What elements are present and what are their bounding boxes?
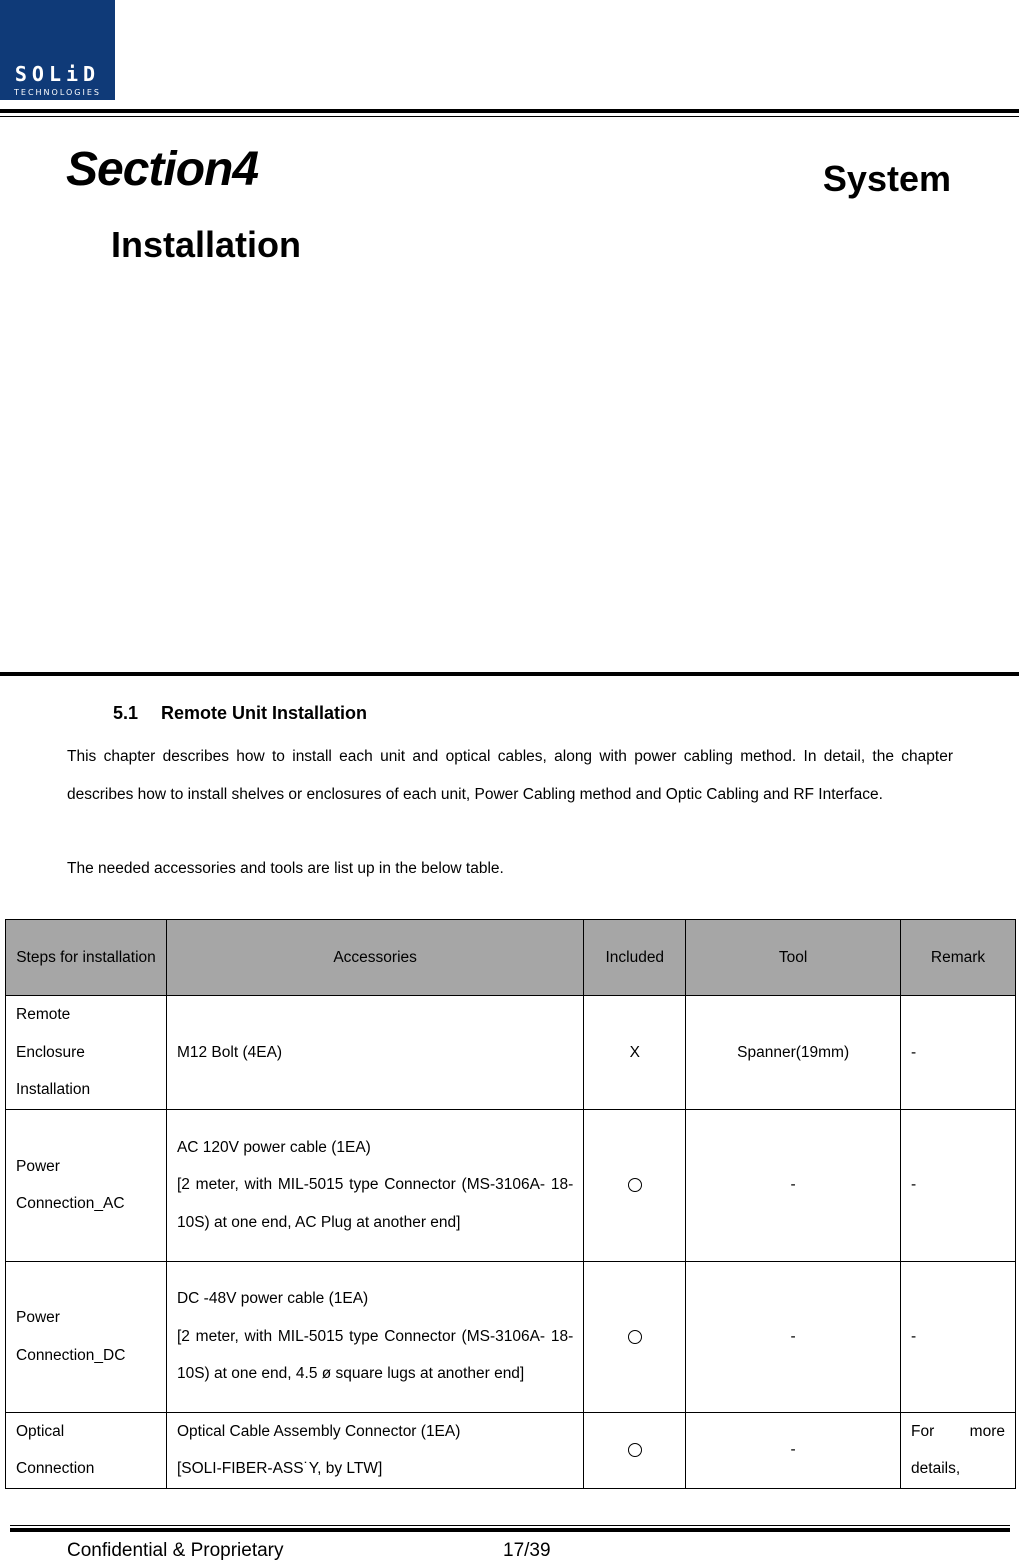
- cell-included: X: [584, 996, 686, 1110]
- page-number: 17/39: [503, 1540, 551, 1561]
- accessory-detail: [SOLI-FIBER-ASS˙Y, by LTW]: [176, 1460, 383, 1477]
- table-row: [6, 1412, 1016, 1488]
- cell-tool: Spanner(19mm): [686, 996, 901, 1110]
- cell-step: Remote Enclosure Installation: [6, 996, 167, 1110]
- subsection-number: 5.1: [113, 703, 139, 723]
- cell-accessories: [166, 1109, 583, 1261]
- cell-included: [584, 1412, 686, 1488]
- cell-accessories: [166, 1261, 583, 1412]
- cell-step: Power Connection_AC: [6, 1109, 167, 1261]
- section-title: Section4: [66, 143, 259, 196]
- solid-logo: [0, 0, 115, 100]
- accessory-detail: [2 meter, with MIL-5015 type Connector (MS-3106A- 18-10S) at one end, AC Plug at another end]: [176, 1176, 574, 1231]
- included-circle-icon: [628, 1330, 642, 1344]
- footer-confidential: Confidential & Proprietary: [67, 1540, 284, 1561]
- table-row: [6, 1109, 1016, 1261]
- header-tool: Tool: [686, 920, 901, 996]
- logo-sub-text: TECHNOLOGIES: [14, 88, 101, 97]
- section-heading-second: Installation: [111, 224, 302, 265]
- intro-paragraph: This chapter describes how to install each unit and optical cables, along with power cabling method. In detail, the chapter describes how to install shelves or enclosures of each unit, Power Cabling method and Optic Cabling and RF Interface.: [67, 748, 953, 803]
- cell-included: [584, 1109, 686, 1261]
- table-intro-paragraph: The needed accessories and tools are list up in the below table.: [67, 860, 504, 877]
- cell-included: [584, 1261, 686, 1412]
- cell-accessories: [166, 1412, 583, 1488]
- header-included: Included: [584, 920, 686, 996]
- accessory-text: AC 120V power cable (1EA): [176, 1138, 371, 1156]
- cell-accessories: [166, 996, 583, 1110]
- cell-step: Power Connection_DC: [6, 1261, 167, 1412]
- included-circle-icon: [628, 1178, 642, 1192]
- cell-remark: For more details,: [901, 1412, 1016, 1488]
- cell-remark: -: [901, 1109, 1016, 1261]
- header-remark: Remark: [901, 920, 1016, 996]
- table-row: [6, 1261, 1016, 1412]
- cell-step: Optical Connection: [6, 1412, 167, 1488]
- cell-tool: -: [686, 1412, 901, 1488]
- cell-remark: -: [901, 1261, 1016, 1412]
- table-header-row: [6, 920, 1016, 996]
- accessory-detail: [2 meter, with MIL-5015 type Connector (MS-3106A- 18-10S) at one end, 4.5 ø square lugs at another end]: [176, 1327, 574, 1383]
- header-rule-thin: [0, 116, 1019, 117]
- header-rule-thick: [0, 109, 1019, 113]
- table-row: [6, 996, 1016, 1110]
- section-divider: [0, 672, 1019, 676]
- cell-tool: -: [686, 1109, 901, 1261]
- accessory-text: Optical Cable Assembly Connector (1EA): [176, 1422, 461, 1440]
- subsection-heading: [113, 703, 367, 724]
- header-accessories: Accessories: [166, 920, 583, 996]
- footer-rule-thick: [10, 1528, 1010, 1532]
- accessory-text: DC -48V power cable (1EA): [176, 1290, 369, 1308]
- logo-main-text: SOLiD: [14, 62, 101, 86]
- accessories-table: [5, 919, 1016, 1489]
- cell-remark: -: [901, 996, 1016, 1110]
- included-circle-icon: [628, 1443, 642, 1457]
- accessory-text: M12 Bolt (4EA): [176, 1043, 283, 1061]
- section-heading-right: System: [822, 158, 951, 199]
- cell-tool: -: [686, 1261, 901, 1412]
- header-steps: Steps for installation: [6, 920, 167, 996]
- subsection-title: Remote Unit Installation: [161, 703, 368, 723]
- footer-rule-thin: [10, 1525, 1010, 1526]
